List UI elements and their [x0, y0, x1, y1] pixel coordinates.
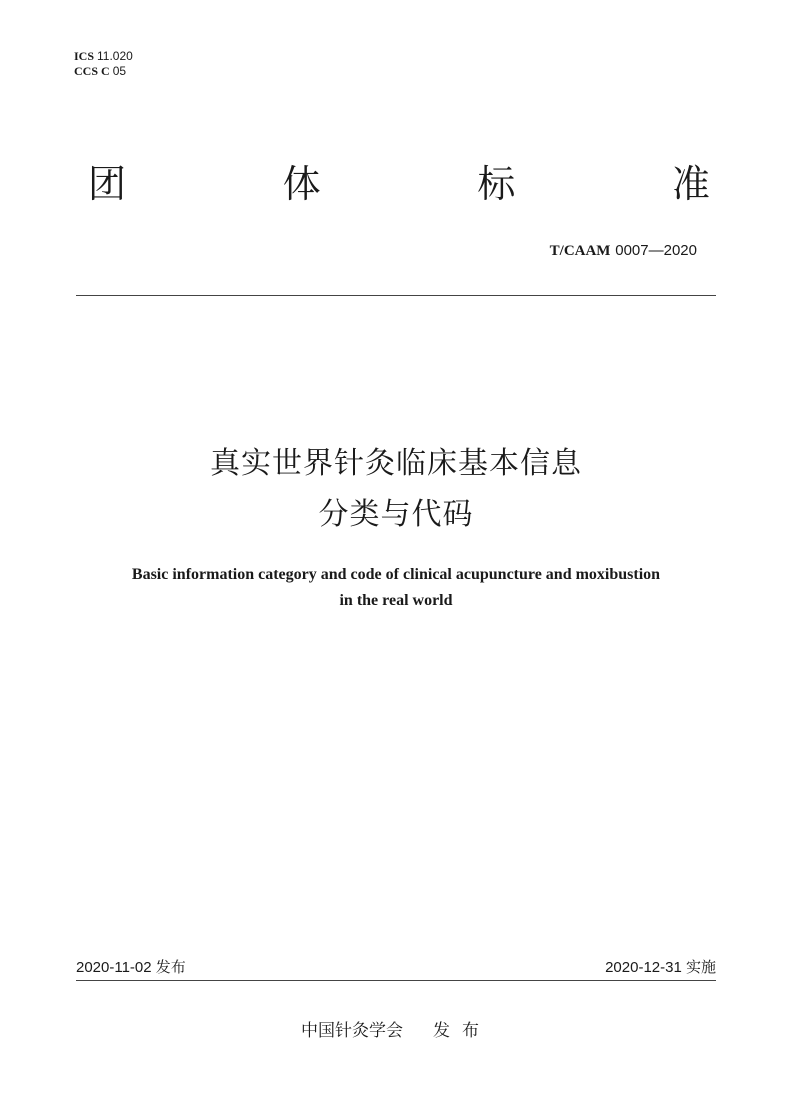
standard-number-digits: 0007—2020	[615, 242, 697, 259]
issue-date	[76, 956, 186, 979]
classification-codes	[74, 49, 133, 79]
effective-date	[605, 956, 716, 979]
issue-date-label: 发布	[155, 958, 186, 976]
ccs-value: 05	[112, 64, 127, 78]
ics-label: ICS	[74, 49, 95, 63]
ics-line	[74, 49, 133, 64]
publisher-action: 发布	[433, 1021, 491, 1041]
standard-type-char-2: 体	[282, 162, 321, 206]
publisher-organization: 中国针灸学会	[301, 1021, 403, 1041]
standard-type-char-1: 团	[88, 162, 127, 206]
standard-number	[550, 238, 697, 263]
effective-date-value: 2020-12-31	[605, 959, 682, 976]
title-en-line-1: Basic information category and code of clinical acupuncture and moxibustion	[131, 566, 661, 583]
ccs-label: CCS	[74, 64, 99, 78]
ics-value: 11.020	[97, 49, 133, 63]
standard-number-prefix: T/CAAM	[549, 243, 611, 259]
title-cn-line-2: 分类与代码	[318, 497, 474, 532]
effective-date-label: 实施	[685, 958, 716, 976]
ccs-letter: C	[101, 64, 110, 78]
standard-type-char-4: 准	[671, 162, 710, 206]
title-cn-line-1: 真实世界针灸临床基本信息	[210, 446, 582, 481]
standard-type-char-3: 标	[477, 162, 516, 206]
standard-type-heading	[88, 158, 710, 210]
top-divider	[76, 295, 716, 296]
publisher-line	[0, 1017, 792, 1045]
bottom-divider	[76, 980, 716, 981]
ccs-line	[74, 64, 133, 79]
title-en-line-2: in the real world	[339, 592, 453, 609]
issue-date-value: 2020-11-02	[76, 959, 152, 976]
